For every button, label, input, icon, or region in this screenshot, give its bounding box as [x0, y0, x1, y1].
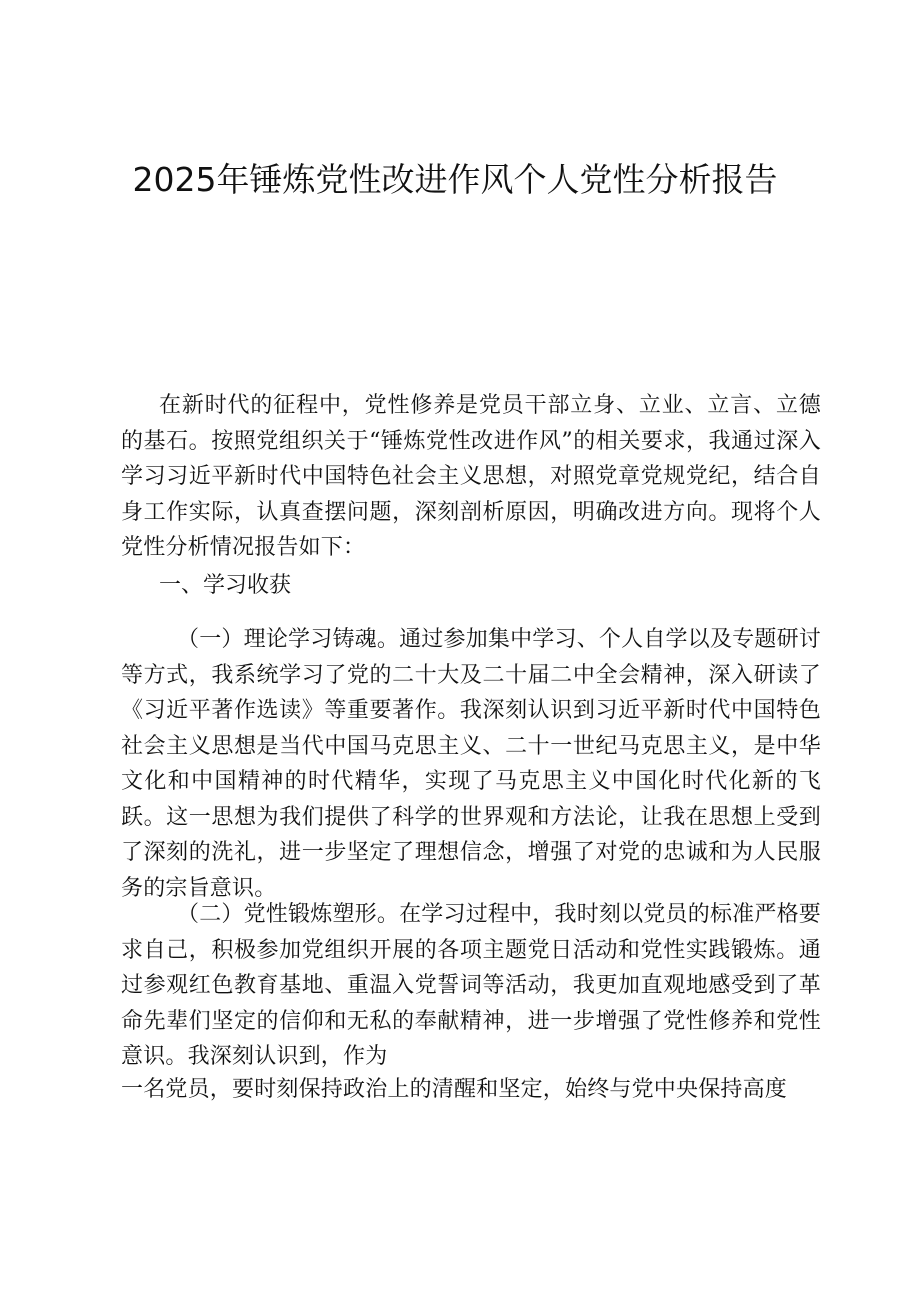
section-heading-study-gains: 一、学习收获 [159, 573, 292, 598]
paragraph-party-training: （二）党性锻炼塑形。在学习过程中，我时刻以党员的标准严格要求自己，积极参加党组织开展的各项主题党日活动和党性实践锻炼。通过参观红色教育基地、重温入党誓词等活动，我更加直观地感受到了革命先辈们坚定的信仰和无私的奉献精神，进一步增强了党性修养和党性意识。我深刻认识到，作为 [121, 902, 821, 1069]
document-title: 2025年锤炼党性改进作风个人党性分析报告 [132, 160, 778, 199]
paragraph-theory-study: （一）理论学习铸魂。通过参加集中学习、个人自学以及专题研讨等方式，我系统学习了党的二十大及二十届二中全会精神，深入研读了《习近平著作选读》等重要著作。我深刻认识到习近平新时代中国特色社会主义思想是当代中国马克思主义、二十一世纪马克思主义，是中华文化和中国精神的时代精华，实现了马克思主义中国化时代化新的飞跃。这一思想为我们提供了科学的世界观和方法论，让我在思想上受到了深刻的洗礼，进一步坚定了理想信念，增强了对党的忠诚和为人民服务的宗旨意识。 [121, 627, 821, 901]
paragraph-continuation: 一名党员，要时刻保持政治上的清醒和坚定，始终与党中央保持高度 [121, 1077, 788, 1102]
intro-paragraph: 在新时代的征程中，党性修养是党员干部立身、立业、立言、立德的基石。按照党组织关于“锤炼党性改进作风”的相关要求，我通过深入学习习近平新时代中国特色社会主义思想，对照党章党规党纪，结合自身工作实际，认真查摆问题，深刻剖析原因，明确改进方向。现将个人党性分析情况报告如下： [121, 393, 821, 560]
